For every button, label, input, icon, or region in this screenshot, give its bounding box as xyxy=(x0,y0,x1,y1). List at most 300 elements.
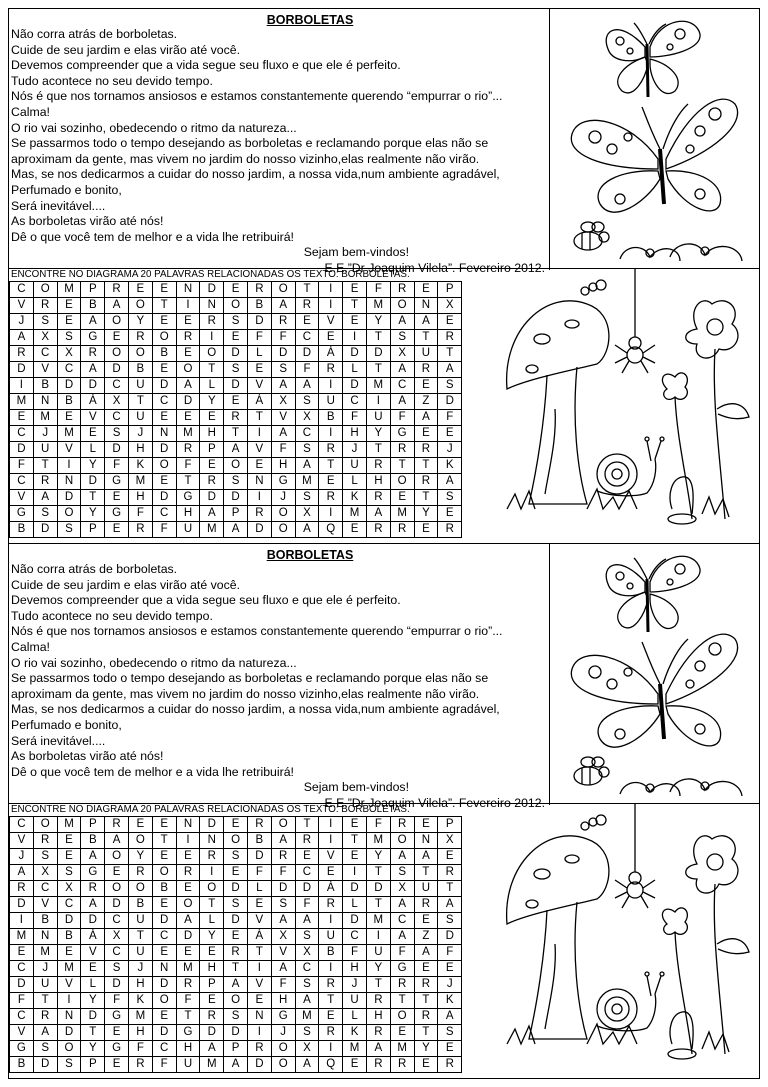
grid-cell[interactable]: Y xyxy=(366,426,390,442)
grid-cell[interactable]: R xyxy=(33,833,57,849)
grid-cell[interactable]: E xyxy=(176,410,200,426)
grid-cell[interactable]: H xyxy=(200,426,224,442)
grid-cell[interactable]: F xyxy=(10,993,34,1009)
grid-cell[interactable]: R xyxy=(224,410,248,426)
grid-cell[interactable]: C xyxy=(33,881,57,897)
grid-cell[interactable]: L xyxy=(343,897,367,913)
grid-cell[interactable]: D xyxy=(105,977,129,993)
grid-cell[interactable]: J xyxy=(271,490,295,506)
grid-cell[interactable]: N xyxy=(57,474,81,490)
grid-cell[interactable]: A xyxy=(390,849,414,865)
grid-cell[interactable]: R xyxy=(128,1057,152,1073)
grid-cell[interactable]: K xyxy=(438,458,462,474)
grid-cell[interactable]: M xyxy=(128,474,152,490)
grid-cell[interactable]: C xyxy=(10,474,34,490)
grid-cell[interactable]: T xyxy=(414,458,438,474)
grid-cell[interactable]: B xyxy=(33,913,57,929)
grid-cell[interactable]: D xyxy=(200,282,224,298)
grid-cell[interactable]: D xyxy=(247,522,271,538)
grid-cell[interactable]: O xyxy=(390,474,414,490)
grid-cell[interactable]: E xyxy=(105,330,129,346)
grid-cell[interactable]: C xyxy=(390,378,414,394)
grid-cell[interactable]: A xyxy=(295,1057,319,1073)
grid-cell[interactable]: Y xyxy=(81,1041,105,1057)
grid-cell[interactable]: U xyxy=(176,522,200,538)
grid-cell[interactable]: D xyxy=(57,913,81,929)
grid-cell[interactable]: V xyxy=(10,833,34,849)
grid-cell[interactable]: O xyxy=(152,865,176,881)
grid-cell[interactable]: F xyxy=(10,458,34,474)
grid-cell[interactable]: A xyxy=(10,330,34,346)
grid-cell[interactable]: D xyxy=(105,362,129,378)
grid-cell[interactable]: R xyxy=(247,817,271,833)
grid-cell[interactable]: V xyxy=(247,442,271,458)
grid-cell[interactable]: T xyxy=(414,993,438,1009)
grid-cell[interactable]: E xyxy=(152,1009,176,1025)
grid-cell[interactable]: G xyxy=(81,865,105,881)
grid-cell[interactable]: C xyxy=(295,426,319,442)
grid-cell[interactable]: R xyxy=(247,282,271,298)
grid-cell[interactable]: Á xyxy=(247,394,271,410)
grid-cell[interactable]: A xyxy=(81,314,105,330)
grid-cell[interactable]: O xyxy=(200,881,224,897)
grid-cell[interactable]: F xyxy=(247,865,271,881)
grid-cell[interactable]: M xyxy=(57,282,81,298)
grid-cell[interactable]: R xyxy=(319,442,343,458)
grid-cell[interactable]: U xyxy=(128,945,152,961)
grid-cell[interactable]: Z xyxy=(414,394,438,410)
grid-cell[interactable]: E xyxy=(247,458,271,474)
grid-cell[interactable]: E xyxy=(152,897,176,913)
grid-cell[interactable]: E xyxy=(176,881,200,897)
grid-cell[interactable]: C xyxy=(10,961,34,977)
grid-cell[interactable]: S xyxy=(295,442,319,458)
grid-cell[interactable]: R xyxy=(414,362,438,378)
grid-cell[interactable]: X xyxy=(295,506,319,522)
grid-cell[interactable]: I xyxy=(247,961,271,977)
grid-cell[interactable]: E xyxy=(319,474,343,490)
grid-cell[interactable]: O xyxy=(271,1041,295,1057)
grid-cell[interactable]: G xyxy=(271,474,295,490)
grid-cell[interactable]: T xyxy=(366,977,390,993)
grid-cell[interactable]: B xyxy=(128,362,152,378)
grid-cell[interactable]: T xyxy=(224,426,248,442)
grid-cell[interactable]: E xyxy=(414,426,438,442)
grid-cell[interactable]: M xyxy=(10,929,34,945)
grid-cell[interactable]: D xyxy=(247,1057,271,1073)
grid-cell[interactable]: T xyxy=(247,945,271,961)
grid-cell[interactable]: T xyxy=(33,458,57,474)
grid-cell[interactable]: I xyxy=(343,865,367,881)
grid-cell[interactable]: A xyxy=(295,522,319,538)
grid-cell[interactable]: N xyxy=(33,394,57,410)
grid-cell[interactable]: O xyxy=(128,881,152,897)
grid-cell[interactable]: I xyxy=(319,506,343,522)
grid-cell[interactable]: C xyxy=(105,378,129,394)
grid-cell[interactable]: R xyxy=(390,977,414,993)
grid-cell[interactable]: E xyxy=(224,394,248,410)
grid-cell[interactable]: R xyxy=(33,474,57,490)
grid-cell[interactable]: R xyxy=(10,881,34,897)
grid-cell[interactable]: J xyxy=(128,961,152,977)
grid-cell[interactable]: O xyxy=(33,817,57,833)
grid-cell[interactable]: R xyxy=(366,1025,390,1041)
grid-cell[interactable]: M xyxy=(366,298,390,314)
grid-cell[interactable]: F xyxy=(152,1057,176,1073)
grid-cell[interactable]: F xyxy=(271,977,295,993)
grid-cell[interactable]: B xyxy=(152,881,176,897)
grid-cell[interactable]: X xyxy=(105,394,129,410)
grid-cell[interactable]: X xyxy=(295,945,319,961)
grid-cell[interactable]: R xyxy=(390,282,414,298)
grid-cell[interactable]: D xyxy=(10,442,34,458)
grid-cell[interactable]: M xyxy=(390,506,414,522)
grid-cell[interactable]: G xyxy=(176,1025,200,1041)
grid-cell[interactable]: I xyxy=(319,1041,343,1057)
grid-cell[interactable]: O xyxy=(176,362,200,378)
grid-cell[interactable]: U xyxy=(366,945,390,961)
grid-cell[interactable]: A xyxy=(390,897,414,913)
grid-cell[interactable]: E xyxy=(343,522,367,538)
grid-cell[interactable]: A xyxy=(390,929,414,945)
grid-cell[interactable]: V xyxy=(319,314,343,330)
grid-cell[interactable]: F xyxy=(343,410,367,426)
grid-cell[interactable]: F xyxy=(105,993,129,1009)
grid-cell[interactable]: R xyxy=(366,522,390,538)
grid-cell[interactable]: T xyxy=(414,865,438,881)
grid-cell[interactable]: V xyxy=(10,1025,34,1041)
grid-cell[interactable]: L xyxy=(247,346,271,362)
grid-cell[interactable]: A xyxy=(271,833,295,849)
grid-cell[interactable]: L xyxy=(343,474,367,490)
grid-cell[interactable]: M xyxy=(176,961,200,977)
grid-cell[interactable]: R xyxy=(366,490,390,506)
grid-cell[interactable]: G xyxy=(271,1009,295,1025)
grid-cell[interactable]: K xyxy=(343,1025,367,1041)
grid-cell[interactable]: D xyxy=(152,442,176,458)
grid-cell[interactable]: C xyxy=(33,346,57,362)
grid-cell[interactable]: S xyxy=(438,1025,462,1041)
grid-cell[interactable]: I xyxy=(10,913,34,929)
grid-cell[interactable]: S xyxy=(295,394,319,410)
grid-cell[interactable]: H xyxy=(128,1025,152,1041)
grid-cell[interactable]: V xyxy=(33,362,57,378)
grid-cell[interactable]: A xyxy=(105,298,129,314)
grid-cell[interactable]: O xyxy=(57,506,81,522)
grid-cell[interactable]: G xyxy=(105,474,129,490)
grid-cell[interactable]: E xyxy=(105,1025,129,1041)
grid-cell[interactable]: I xyxy=(10,378,34,394)
grid-cell[interactable]: O xyxy=(176,897,200,913)
grid-cell[interactable]: S xyxy=(224,314,248,330)
grid-cell[interactable]: F xyxy=(271,330,295,346)
grid-cell[interactable]: B xyxy=(319,945,343,961)
grid-cell[interactable]: U xyxy=(128,410,152,426)
grid-cell[interactable]: S xyxy=(224,897,248,913)
grid-cell[interactable]: D xyxy=(295,346,319,362)
grid-cell[interactable]: R xyxy=(319,490,343,506)
grid-cell[interactable]: Á xyxy=(247,929,271,945)
grid-cell[interactable]: M xyxy=(33,410,57,426)
grid-cell[interactable]: C xyxy=(10,1009,34,1025)
grid-cell[interactable]: O xyxy=(390,298,414,314)
grid-cell[interactable]: Y xyxy=(366,849,390,865)
grid-cell[interactable]: I xyxy=(343,330,367,346)
grid-cell[interactable]: A xyxy=(33,1025,57,1041)
grid-cell[interactable]: C xyxy=(105,913,129,929)
grid-cell[interactable]: T xyxy=(200,897,224,913)
grid-cell[interactable]: F xyxy=(343,945,367,961)
grid-cell[interactable]: A xyxy=(390,314,414,330)
grid-cell[interactable]: T xyxy=(247,410,271,426)
grid-cell[interactable]: T xyxy=(366,442,390,458)
grid-cell[interactable]: J xyxy=(33,961,57,977)
grid-cell[interactable]: A xyxy=(295,378,319,394)
grid-cell[interactable]: P xyxy=(81,817,105,833)
grid-cell[interactable]: R xyxy=(81,346,105,362)
grid-cell[interactable]: Y xyxy=(366,961,390,977)
grid-cell[interactable]: N xyxy=(176,817,200,833)
grid-cell[interactable]: I xyxy=(366,929,390,945)
grid-cell[interactable]: F xyxy=(271,865,295,881)
grid-cell[interactable]: F xyxy=(176,458,200,474)
grid-cell[interactable]: D xyxy=(33,522,57,538)
grid-cell[interactable]: C xyxy=(152,929,176,945)
grid-cell[interactable]: U xyxy=(366,410,390,426)
grid-cell[interactable]: M xyxy=(57,817,81,833)
grid-cell[interactable]: A xyxy=(414,314,438,330)
grid-cell[interactable]: P xyxy=(81,1057,105,1073)
grid-cell[interactable]: A xyxy=(390,394,414,410)
grid-cell[interactable]: C xyxy=(390,913,414,929)
grid-cell[interactable]: P xyxy=(81,522,105,538)
grid-cell[interactable]: D xyxy=(247,314,271,330)
grid-cell[interactable]: B xyxy=(81,833,105,849)
grid-cell[interactable]: X xyxy=(390,881,414,897)
grid-cell[interactable]: E xyxy=(343,1057,367,1073)
grid-cell[interactable]: E xyxy=(438,314,462,330)
grid-cell[interactable]: A xyxy=(200,506,224,522)
grid-cell[interactable]: O xyxy=(224,298,248,314)
grid-cell[interactable]: D xyxy=(224,913,248,929)
grid-cell[interactable]: B xyxy=(57,394,81,410)
grid-cell[interactable]: A xyxy=(176,913,200,929)
grid-cell[interactable]: C xyxy=(105,410,129,426)
grid-cell[interactable]: E xyxy=(152,849,176,865)
grid-cell[interactable]: C xyxy=(295,961,319,977)
grid-cell[interactable]: M xyxy=(57,961,81,977)
grid-cell[interactable]: L xyxy=(343,1009,367,1025)
grid-cell[interactable]: E xyxy=(224,817,248,833)
grid-cell[interactable]: R xyxy=(224,945,248,961)
grid-cell[interactable]: J xyxy=(10,314,34,330)
grid-cell[interactable]: V xyxy=(319,849,343,865)
grid-cell[interactable]: V xyxy=(271,410,295,426)
grid-cell[interactable]: J xyxy=(343,442,367,458)
grid-cell[interactable]: R xyxy=(390,522,414,538)
grid-cell[interactable]: R xyxy=(81,881,105,897)
grid-cell[interactable]: O xyxy=(271,522,295,538)
grid-cell[interactable]: E xyxy=(414,282,438,298)
grid-cell[interactable]: F xyxy=(128,506,152,522)
grid-cell[interactable]: P xyxy=(224,506,248,522)
grid-cell[interactable]: F xyxy=(438,945,462,961)
grid-cell[interactable]: C xyxy=(152,506,176,522)
grid-cell[interactable]: K xyxy=(438,993,462,1009)
grid-cell[interactable]: N xyxy=(33,929,57,945)
grid-cell[interactable]: V xyxy=(247,913,271,929)
grid-cell[interactable]: O xyxy=(105,346,129,362)
grid-cell[interactable]: L xyxy=(343,362,367,378)
grid-cell[interactable]: D xyxy=(81,474,105,490)
grid-cell[interactable]: H xyxy=(200,961,224,977)
grid-cell[interactable]: S xyxy=(105,961,129,977)
grid-cell[interactable]: N xyxy=(176,282,200,298)
grid-cell[interactable]: P xyxy=(224,1041,248,1057)
grid-cell[interactable]: X xyxy=(295,410,319,426)
grid-cell[interactable]: O xyxy=(224,458,248,474)
grid-cell[interactable]: C xyxy=(57,897,81,913)
grid-cell[interactable]: R xyxy=(128,330,152,346)
grid-cell[interactable]: K xyxy=(343,490,367,506)
grid-cell[interactable]: M xyxy=(200,1057,224,1073)
grid-cell[interactable]: F xyxy=(366,282,390,298)
grid-cell[interactable]: A xyxy=(390,362,414,378)
grid-cell[interactable]: D xyxy=(295,881,319,897)
grid-cell[interactable]: I xyxy=(319,426,343,442)
grid-cell[interactable]: J xyxy=(438,442,462,458)
grid-cell[interactable]: D xyxy=(152,490,176,506)
grid-cell[interactable]: D xyxy=(343,378,367,394)
grid-cell[interactable]: C xyxy=(152,1041,176,1057)
grid-cell[interactable]: F xyxy=(295,362,319,378)
grid-cell[interactable]: R xyxy=(319,977,343,993)
grid-cell[interactable]: L xyxy=(200,378,224,394)
grid-cell[interactable]: T xyxy=(200,362,224,378)
grid-cell[interactable]: O xyxy=(105,314,129,330)
grid-cell[interactable]: R xyxy=(200,849,224,865)
grid-cell[interactable]: A xyxy=(438,897,462,913)
grid-cell[interactable]: B xyxy=(319,410,343,426)
grid-cell[interactable]: V xyxy=(10,490,34,506)
grid-cell[interactable]: I xyxy=(319,378,343,394)
grid-cell[interactable]: C xyxy=(10,426,34,442)
grid-cell[interactable]: E xyxy=(390,490,414,506)
grid-cell[interactable]: S xyxy=(295,1025,319,1041)
grid-cell[interactable]: S xyxy=(57,330,81,346)
grid-cell[interactable]: Á xyxy=(81,394,105,410)
grid-cell[interactable]: T xyxy=(414,490,438,506)
grid-cell[interactable]: T xyxy=(224,961,248,977)
grid-cell[interactable]: V xyxy=(271,945,295,961)
grid-cell[interactable]: E xyxy=(176,945,200,961)
grid-cell[interactable]: S xyxy=(438,378,462,394)
grid-cell[interactable]: D xyxy=(200,490,224,506)
grid-cell[interactable]: I xyxy=(319,298,343,314)
grid-cell[interactable]: O xyxy=(105,849,129,865)
grid-cell[interactable]: O xyxy=(224,833,248,849)
grid-cell[interactable]: Z xyxy=(414,929,438,945)
grid-cell[interactable]: Y xyxy=(366,314,390,330)
grid-cell[interactable]: F xyxy=(390,410,414,426)
grid-cell[interactable]: I xyxy=(57,458,81,474)
grid-cell[interactable]: R xyxy=(295,833,319,849)
grid-cell[interactable]: U xyxy=(343,993,367,1009)
grid-cell[interactable]: O xyxy=(271,282,295,298)
grid-cell[interactable]: I xyxy=(319,961,343,977)
grid-cell[interactable]: R xyxy=(10,346,34,362)
grid-cell[interactable]: R xyxy=(390,1057,414,1073)
grid-cell[interactable]: T xyxy=(366,362,390,378)
grid-cell[interactable]: O xyxy=(390,1009,414,1025)
grid-cell[interactable]: C xyxy=(295,865,319,881)
grid-cell[interactable]: A xyxy=(295,458,319,474)
grid-cell[interactable]: R xyxy=(105,282,129,298)
grid-cell[interactable]: D xyxy=(10,362,34,378)
grid-cell[interactable]: U xyxy=(128,378,152,394)
grid-cell[interactable]: F xyxy=(176,993,200,1009)
grid-cell[interactable]: T xyxy=(81,1025,105,1041)
grid-cell[interactable]: B xyxy=(81,298,105,314)
grid-cell[interactable]: S xyxy=(295,977,319,993)
grid-cell[interactable]: M xyxy=(128,1009,152,1025)
grid-cell[interactable]: O xyxy=(271,817,295,833)
grid-cell[interactable]: H xyxy=(366,1009,390,1025)
grid-cell[interactable]: E xyxy=(152,474,176,490)
grid-cell[interactable]: V xyxy=(81,945,105,961)
grid-cell[interactable]: S xyxy=(390,330,414,346)
grid-cell[interactable]: F xyxy=(438,410,462,426)
grid-cell[interactable]: E xyxy=(224,330,248,346)
grid-cell[interactable]: E xyxy=(128,817,152,833)
grid-cell[interactable]: E xyxy=(152,410,176,426)
grid-cell[interactable]: O xyxy=(224,993,248,1009)
grid-cell[interactable]: P xyxy=(200,977,224,993)
grid-cell[interactable]: O xyxy=(128,833,152,849)
grid-cell[interactable]: T xyxy=(128,394,152,410)
grid-cell[interactable]: O xyxy=(390,833,414,849)
grid-cell[interactable]: S xyxy=(33,1041,57,1057)
grid-cell[interactable]: T xyxy=(176,1009,200,1025)
grid-cell[interactable]: E xyxy=(438,849,462,865)
grid-cell[interactable]: U xyxy=(414,346,438,362)
grid-cell[interactable]: A xyxy=(366,506,390,522)
grid-cell[interactable]: N xyxy=(414,298,438,314)
grid-cell[interactable]: I xyxy=(319,913,343,929)
grid-cell[interactable]: U xyxy=(33,442,57,458)
grid-cell[interactable]: J xyxy=(128,426,152,442)
grid-cell[interactable]: R xyxy=(414,442,438,458)
grid-cell[interactable]: A xyxy=(81,849,105,865)
grid-cell[interactable]: X xyxy=(105,929,129,945)
grid-cell[interactable]: O xyxy=(271,1057,295,1073)
grid-cell[interactable]: S xyxy=(105,426,129,442)
grid-cell[interactable]: M xyxy=(343,506,367,522)
grid-cell[interactable]: A xyxy=(271,426,295,442)
grid-cell[interactable]: Q xyxy=(319,522,343,538)
grid-cell[interactable]: V xyxy=(247,977,271,993)
grid-cell[interactable]: D xyxy=(247,849,271,865)
grid-cell[interactable]: I xyxy=(366,394,390,410)
grid-cell[interactable]: O xyxy=(152,993,176,1009)
grid-cell[interactable]: R xyxy=(33,1009,57,1025)
grid-cell[interactable]: M xyxy=(176,426,200,442)
grid-cell[interactable]: E xyxy=(224,865,248,881)
grid-cell[interactable]: G xyxy=(10,506,34,522)
grid-cell[interactable]: R xyxy=(105,817,129,833)
grid-cell[interactable]: A xyxy=(438,1009,462,1025)
grid-cell[interactable]: C xyxy=(152,394,176,410)
